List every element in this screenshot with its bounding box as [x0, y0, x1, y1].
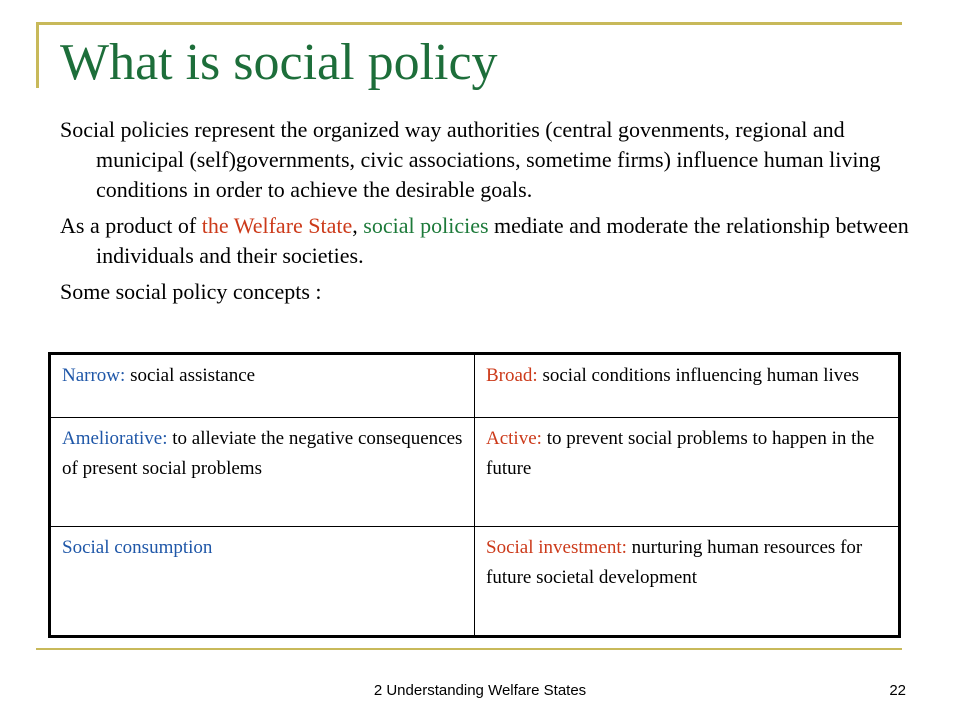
table-cell [475, 526, 900, 636]
concepts-table [48, 352, 901, 638]
slide-body [60, 115, 910, 313]
decorative-vertical-rule [36, 22, 39, 88]
concept-description: to alleviate the negative consequences of present social problems [62, 428, 463, 480]
paragraph-definition: Social policies represent the organized way authorities (central govenments, regional and municipal (self)governments, civic associations, sometime firms) influence human living conditions in order to achieve the desirable goals. [60, 117, 881, 202]
concept-term: Social consumption [62, 536, 213, 558]
table-cell [475, 418, 900, 527]
concept-term: Narrow: [62, 365, 126, 386]
paragraph-text: As a product of [60, 213, 202, 238]
welfare-state-highlight: the Welfare State [201, 213, 353, 238]
concept-description: social conditions influencing human lives [537, 365, 860, 386]
concept-term: Ameliorative: [62, 428, 168, 450]
footer-rule [36, 648, 902, 650]
table-cell [50, 526, 475, 636]
page-number: 22 [889, 682, 906, 699]
slide-title: What is social policy [60, 34, 498, 91]
paragraph-concepts-intro: Some social policy concepts : [60, 279, 322, 304]
table-cell [50, 354, 475, 418]
table-row [50, 526, 900, 636]
concept-description: to prevent social problems to happen in the future [486, 428, 875, 480]
concept-description: nurturing human resources for future societal development [486, 536, 863, 588]
paragraph-welfare-state [60, 211, 910, 271]
paragraph-text: , [352, 213, 364, 238]
concept-description: social assistance [125, 365, 256, 386]
table-cell [50, 418, 475, 527]
concept-term: Broad: [486, 365, 538, 386]
social-policies-highlight: social policies [363, 213, 489, 238]
table-row [50, 418, 900, 527]
concept-term: Active: [486, 428, 542, 450]
footer-title: 2 Understanding Welfare States [373, 682, 587, 699]
decorative-top-rule [36, 22, 902, 25]
paragraph-text: mediate and moderate the relationship between individuals and their societies. [96, 213, 909, 268]
concept-term: Social investment: [486, 536, 627, 558]
table-row [50, 354, 900, 418]
table-cell [475, 354, 900, 418]
